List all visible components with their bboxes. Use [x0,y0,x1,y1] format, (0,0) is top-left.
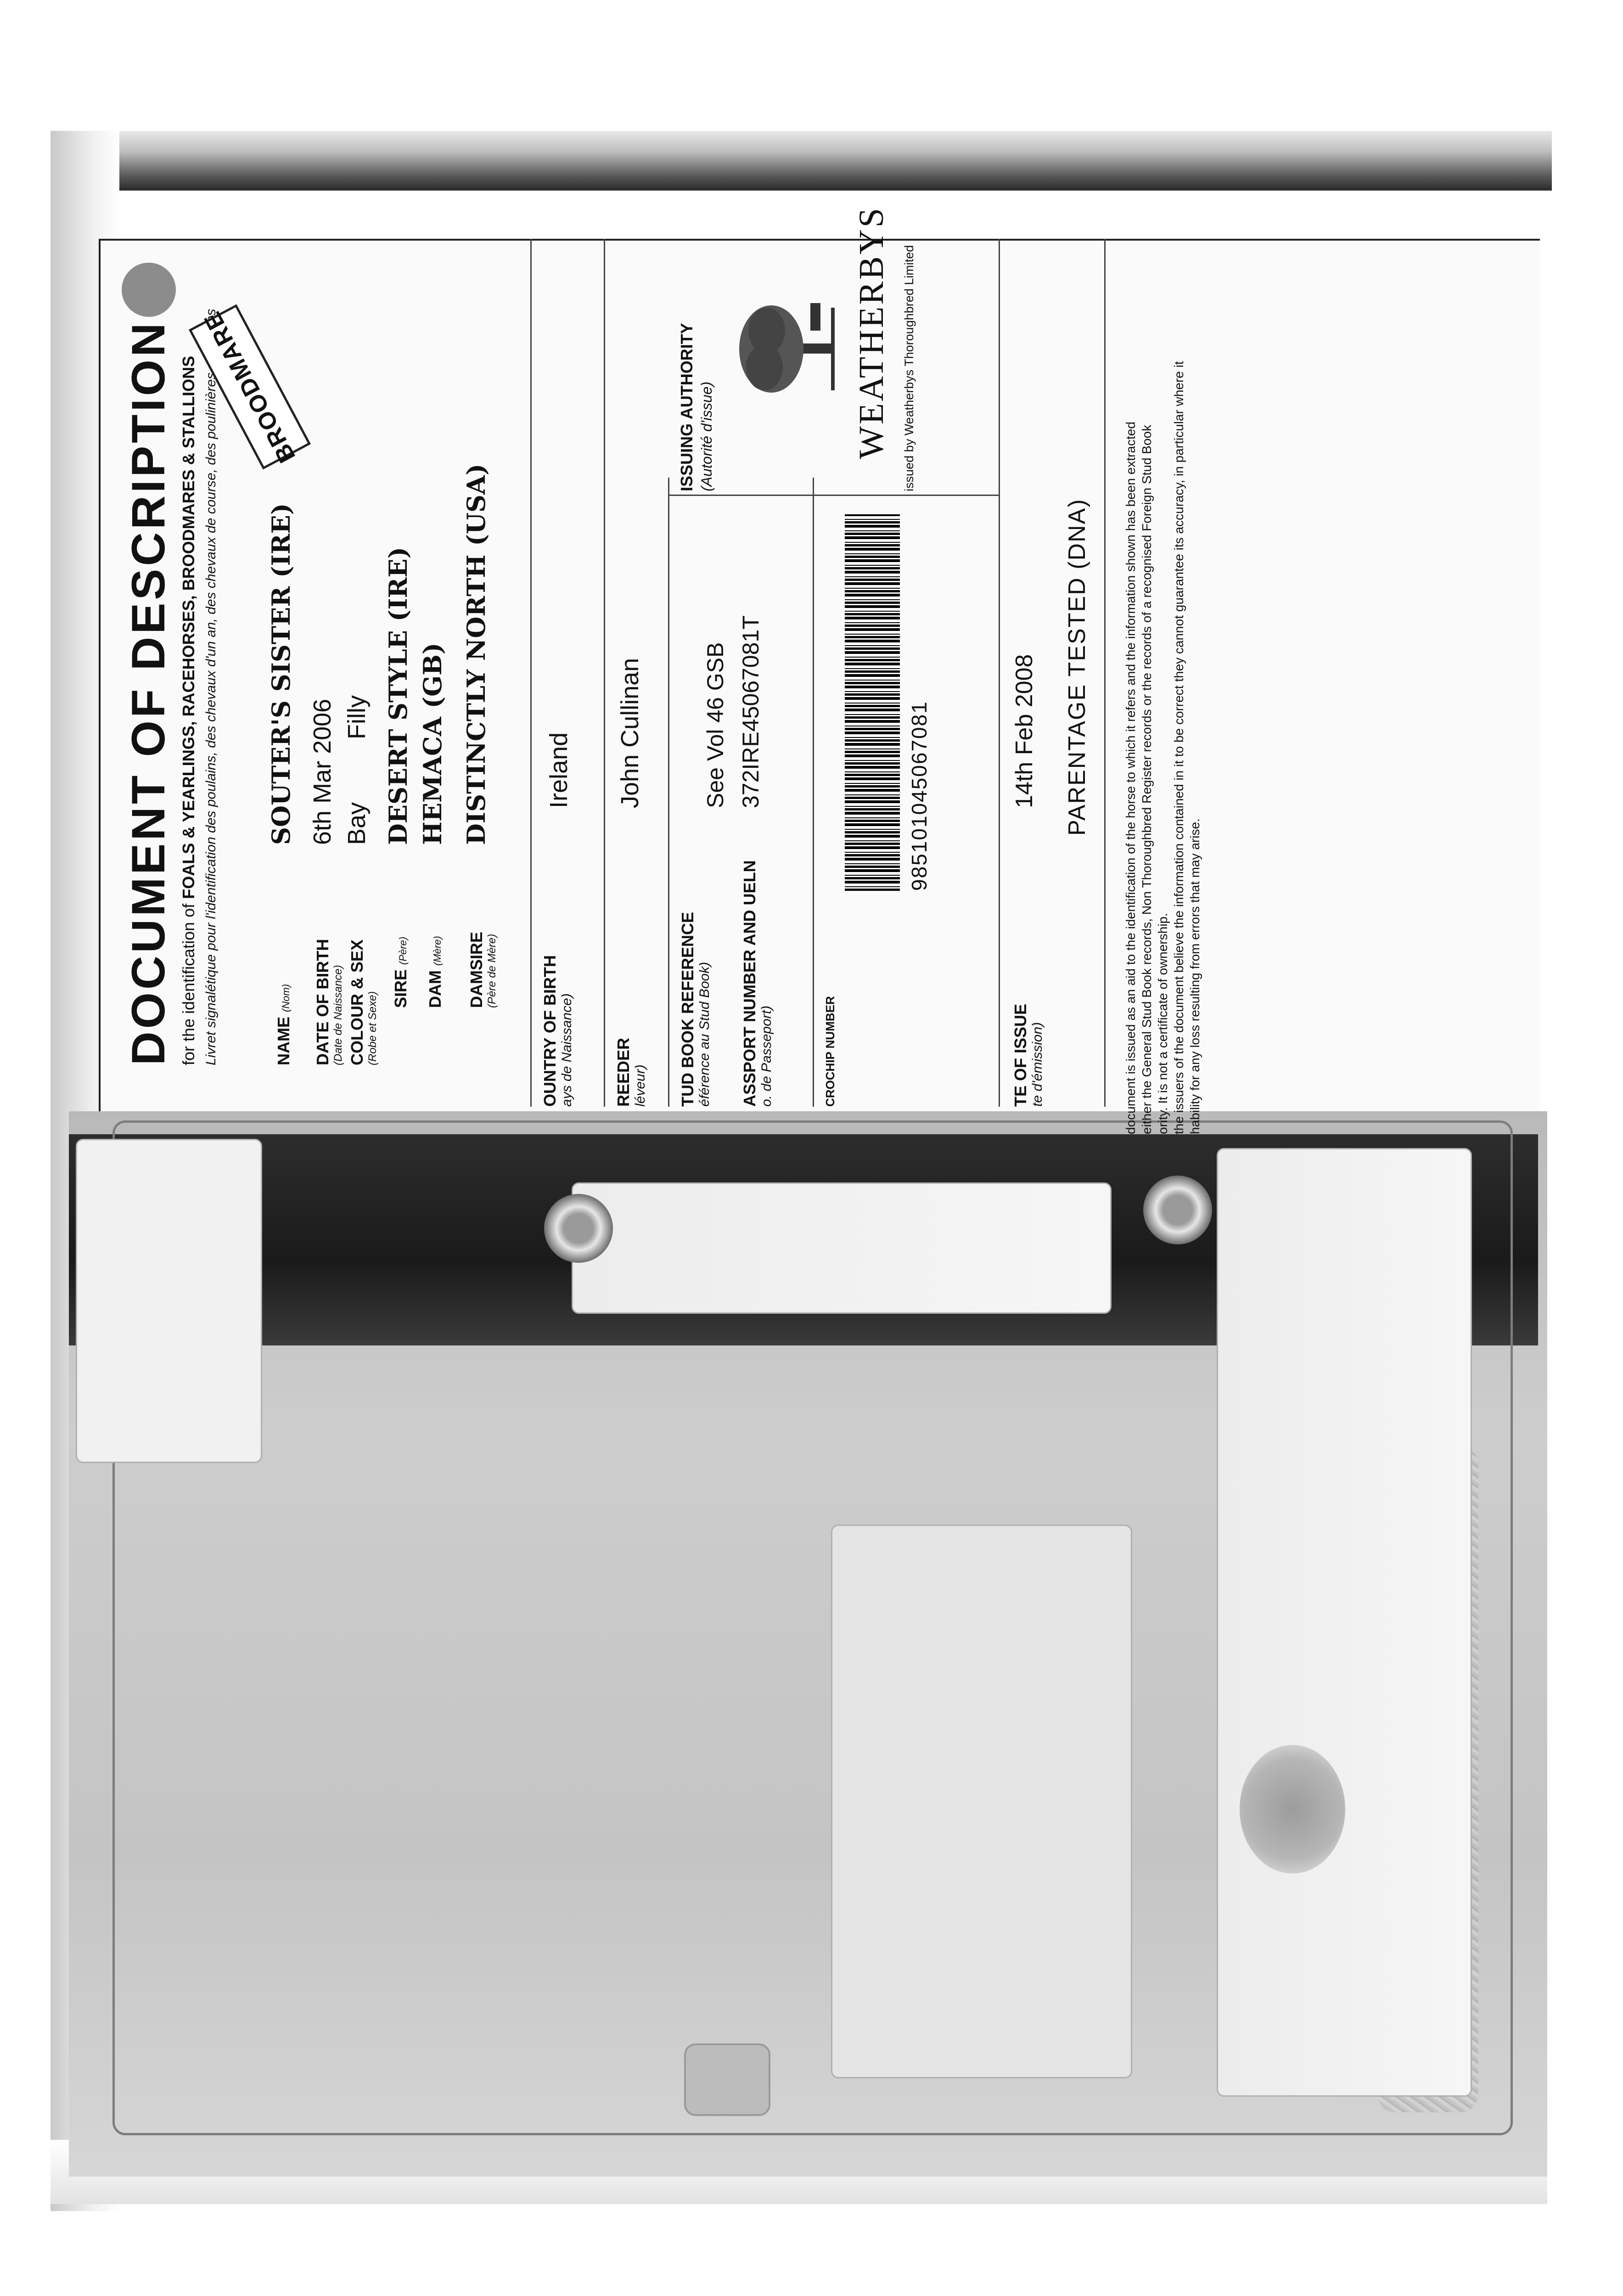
footer-line: the issuers of the document believe the information contained in it to be correct they cannot guarantee its accuracy, in particular where it [1172,361,1186,1134]
damsire-value: DISTINCTLY NORTH (USA) [461,463,491,845]
damsire-label-fr: (Père de Mère) [486,934,498,1008]
document-title: DOCUMENT OF DESCRIPTION [122,320,174,1065]
issue-date-label-text: TE OF ISSUE [1011,1003,1030,1107]
stud-book-label-fr: éférence au Stud Book) [697,962,712,1107]
country-label-text: OUNTRY OF BIRTH [540,955,559,1107]
microchip-value: 985101045067081 [907,701,931,891]
dob-label-text: DATE OF BIRTH [313,939,332,1065]
microchip-barcode [845,514,900,891]
binder-tab [1217,1148,1472,2097]
divider [999,239,1000,1107]
issuing-authority-heading: ISSUING AUTHORITY [677,323,696,491]
stud-book-label [680,912,712,1107]
subtitle-bold: FOALS & YEARLINGS, RACEHORSES, BROODMARES & STALLIONS [179,356,198,899]
breeder-label-text: REEDER [614,1037,633,1107]
country-label [542,955,574,1107]
colour-sex-label [349,940,378,1065]
colour-sex-label-text: COLOUR & SEX [348,939,366,1065]
sire-label [393,937,409,1008]
issued-by: issued by Weatherbys Thoroughbred Limited [902,245,916,491]
stain [1240,1745,1345,1874]
stud-book-label-text: TUD BOOK REFERENCE [678,912,697,1107]
document-of-description [99,206,1538,1134]
breeder-label-fr: léveur) [633,1064,648,1107]
dob-label-fr: (Date de Naissance) [332,965,344,1065]
name-value: SOUTER'S SISTER (IRE) [266,503,296,845]
sire-label-text: SIRE [391,969,410,1008]
country-label-fr: ays de Naissance) [559,993,574,1107]
sex-value: Filly [343,695,371,739]
binder-pad [831,1525,1132,2078]
weatherbys-logo: WEATHERBYS [852,206,891,459]
rivet [1143,1176,1212,1244]
binder-tab [76,1139,262,1463]
rivet [544,1194,613,1263]
subtitle-prefix: for the identification of [179,899,198,1065]
dam-value: HEMACA (GB) [418,642,447,845]
footer-line: hability for any loss resulting from errors that may arise. [1188,818,1202,1134]
footer-line: document is issued as an aid to the identification of the horse to which it refers and the information shown has been extracted [1123,422,1138,1134]
divider [1104,239,1106,1107]
document-subtitle [179,356,198,1065]
name-label-text: NAME [274,1017,293,1065]
passport-label-text: ASSPORT NUMBER AND UELN [740,860,759,1107]
divider [813,478,814,1107]
country-value: Ireland [545,732,573,808]
divider [604,239,605,1107]
issue-date-value: 14th Feb 2008 [1011,654,1038,808]
colour-sex-label-fr: (Robe et Sexe) [366,991,379,1065]
dam-label-fr: (Mère) [432,936,443,966]
dob-value: 6th Mar 2006 [309,698,336,845]
dam-label-text: DAM [426,970,444,1008]
binder-tab [572,1182,1112,1314]
issue-date-label-fr: te d'émission) [1030,1022,1045,1107]
microchip-label: CROCHIP NUMBER [823,996,837,1107]
document-subtitle-fr: Livret signalétique pour l'identification des poulains, des chevaux d'un an, des chevaux de course, des poulinières et étalons [203,309,219,1065]
issuing-authority-fr: (Autorité d'issue) [698,381,715,491]
broodmare-stamp: BROODMARE [189,304,311,469]
divider [530,239,532,1107]
name-label-fr: (Nom) [280,984,292,1012]
dam-label [427,936,444,1008]
passport-value: 372IRE45067081T [738,615,764,808]
breeder-label [615,1038,647,1107]
issue-date-label [1012,1004,1045,1107]
footer-line: either the General Stud Book records, Non Thoroughbred Register records or the records of a recognised Foreign Stud Book [1140,424,1154,1134]
weatherbys-tree-icon [732,289,842,409]
legal-footer [1123,271,1203,1134]
stud-book-value: See Vol 46 GSB [702,642,728,808]
binder-grip [684,2043,770,2116]
damsire-label [468,932,498,1008]
sire-label-fr: (Père) [397,936,409,965]
damsire-label-text: DAMSIRE [467,931,486,1008]
breeder-value: John Cullinan [616,658,644,808]
divider [668,478,669,1107]
footer-line: ority. It is not a certificate of ownership. [1156,913,1170,1134]
name-label [275,984,292,1065]
passport-label-fr: o. de Passeport) [759,1005,774,1107]
passport-label [741,860,774,1107]
colour-value: Bay [343,802,371,845]
parentage-tested: PARENTAGE TESTED (DNA) [1064,498,1090,836]
dob-label [314,939,344,1065]
sire-value: DESERT STYLE (IRE) [383,546,413,845]
scanner-top-edge [55,131,1552,191]
divider-vertical [668,495,999,496]
grey-dot [122,263,176,317]
